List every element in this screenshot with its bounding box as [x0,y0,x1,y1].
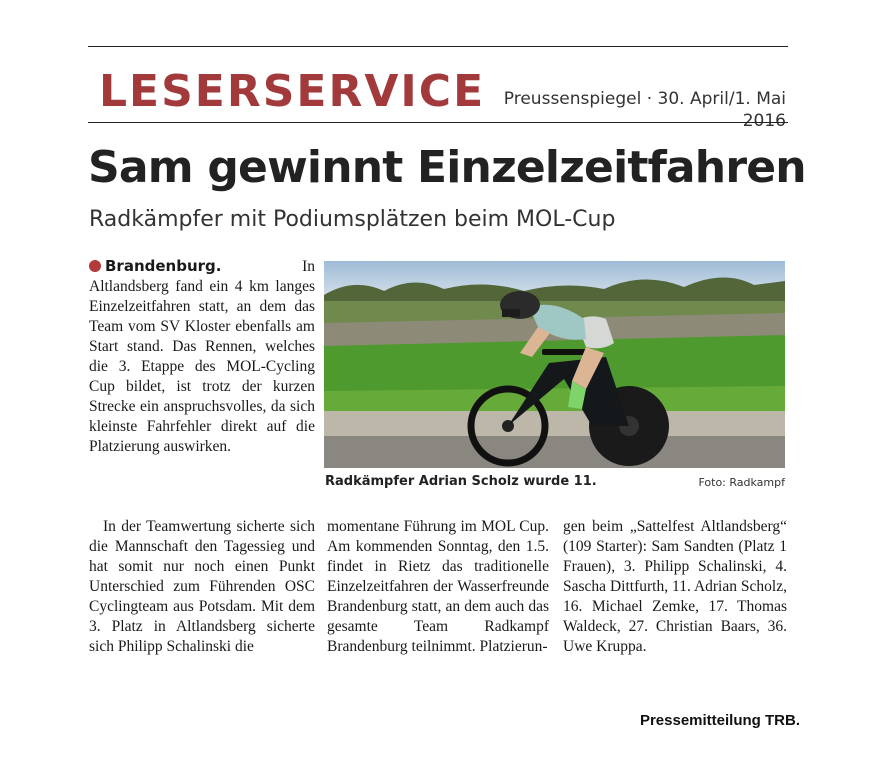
dateline: Brandenburg. [105,257,222,275]
subheadline: Radkämpfer mit Podiumsplätzen beim MOL-Cup [89,207,616,232]
lead-text: In Altlandsberg fand ein 4 km langes Einzelzeitfahren statt, an dem das Team vom SV Kloster ebenfalls am Start stand. Das Rennen, welches die 3. Etappe des MOL-Cycling Cup bildet, ist trotz der kurzen Strecke ein anspruchsvolles, da sich kleinste Fahrfehler direkt auf die Platzierung auswirken. [89,258,315,455]
photo-credit: Foto: Radkampf [698,476,785,489]
article-photo [324,261,785,468]
cyclist-photo-illustration [324,261,785,468]
body-column-2 [327,517,549,657]
lead-column [89,256,315,457]
body-text-col3: gen beim „Sattelfest Altlandsberg“ (109 Starter): Sam Sandten (Platz 1 Frauen), 3. Philipp Schalinski, 4. Sascha Dittfurth, 11. Adrian Scholz, 16. Michael Zemke, 17. Thomas Waldeck, 27. Christian Baars, 36. Uwe Kruppa. [563,518,787,655]
header-rule [88,122,788,123]
section-label: LESERSERVICE [99,66,486,117]
press-note: Pressemitteilung TRB. [639,712,800,729]
body-text-col2: momentane Führung im MOL Cup. Am kommenden Sonntag, den 1.5. findet in Rietz das traditionelle Einzelzeitfahren der Wasserfreunde Brandenburg statt, an dem auch das gesamte Team Radkampf Brandenburg teilnimmt. Platzierun- [327,518,549,655]
top-rule [88,46,788,47]
body-column-3 [563,517,787,657]
dateline-bullet-icon [89,260,101,272]
headline: Sam gewinnt Einzelzeitfahren [88,142,806,193]
body-column-1 [89,517,315,657]
photo-caption: Radkämpfer Adrian Scholz wurde 11. [325,474,597,489]
body-text-col1: In der Teamwertung sicherte sich die Mannschaft den Tagessieg und hat somit nur noch einen Punkt Unterschied zum Führenden OSC Cyclingteam aus Potsdam. Mit dem 3. Platz in Altlandsberg sicherte sich Philipp Schalinski die [89,518,315,655]
issue-line: Preussenspiegel · 30. April/1. Mai 2016 [503,89,786,131]
